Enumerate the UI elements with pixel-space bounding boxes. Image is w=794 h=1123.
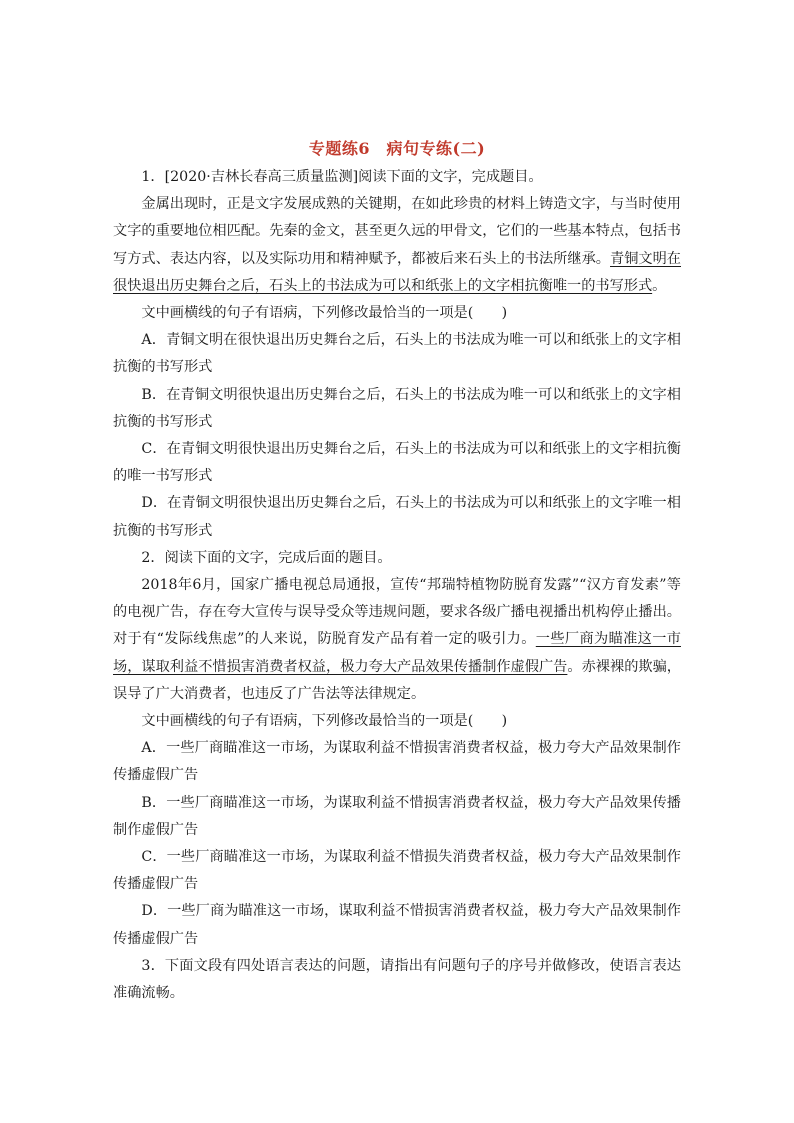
q2-intro: 2．阅读下面的文字，完成后面的题目。 (141, 549, 392, 566)
q1-passage-text: 金属出现时，正是文字发展成熟的关键期，在如此珍贵的材料上铸造文字，与当时使用文字的重要地位相匹配。先秦的金文，甚至更久远的甲骨文，它们的一些基本特点，包括书写方式、表达内容，以及实际功用和精神赋予，都被后来石头上的书法所继承。 (113, 196, 681, 267)
q1-intro: 1．[2020·吉林长春高三质量监测]阅读下面的文字，完成题目。 (141, 169, 543, 185)
q1-option-d: D．在青铜文明很快退出历史舞台之后，石头上的书法成为可以和纸张上的文字唯一相抗衡的书写形式 (113, 495, 681, 539)
q2-passage-text: 2018年6月，国家广播电视总局通报，宣传“邦瑞特植物防脱育发露”“汉方育发素”等的电视广告，存在夸大宣传与误导受众等违规问题，要求各级广播电视播出机构停止播出。对于有“发际线焦虑”的人来说，防脱育发产品有着一定的吸引力。 (113, 577, 681, 648)
q2-underlined-sentence: 一些厂商为瞄准这一市场，谋取利益不惜损害消费者权益，极力夸大产品效果传播制作虚假广告 (113, 631, 681, 675)
q3-intro: 3．下面文段有四处语言表达的问题，请指出有问题句子的序号并做修改，使语言表达准确流畅。 (113, 957, 681, 1002)
q2-passage-end: 。赤裸裸的欺骗，误导了广大消费者，也违反了广告法等法律规定。 (113, 658, 681, 702)
q1-passage (113, 191, 681, 300)
q1-option-c: C．在青铜文明很快退出历史舞台之后，石头上的书法成为可以和纸张上的文字相抗衡的唯一书写形式 (113, 441, 681, 485)
page-title: 专题练6 病句专练(二) (308, 139, 486, 158)
q2-option-b: B．一些厂商瞄准这一市场，为谋取利益不惜损害消费者权益，极力夸大产品效果传播制作虚假广告 (113, 794, 681, 838)
q1-option-a: A．青铜文明在很快退出历史舞台之后，石头上的书法成为唯一可以和纸张上的文字相抗衡的书写形式 (113, 332, 681, 376)
q2-option-c: C．一些厂商瞄准这一市场，为谋取利益不惜损失消费者权益，极力夸大产品效果制作传播虚假广告 (113, 849, 681, 893)
q1-underlined-sentence: 青铜文明在很快退出历史舞台之后，石头上的书法成为可以和纸张上的文字相抗衡唯一的书写形式 (113, 250, 681, 294)
q1-question: 文中画横线的句子有语病，下列修改最恰当的一项是( ) (141, 305, 508, 322)
q2-question: 文中画横线的句子有语病，下列修改最恰当的一项是( ) (141, 713, 508, 730)
q1-option-b: B．在青铜文明很快退出历史舞台之后，石头上的书法成为唯一可以和纸张上的文字相抗衡的书写形式 (113, 386, 681, 430)
document-page (113, 136, 681, 1007)
q1-passage-end: 。 (652, 277, 667, 294)
q2-option-a: A．一些厂商瞄准这一市场，为谋取利益不惜损害消费者权益，极力夸大产品效果制作传播虚假广告 (113, 740, 681, 784)
q2-passage (113, 572, 681, 708)
q2-option-d: D．一些厂商为瞄准这一市场，谋取利益不惜损害消费者权益，极力夸大产品效果制作传播虚假广告 (113, 903, 681, 947)
